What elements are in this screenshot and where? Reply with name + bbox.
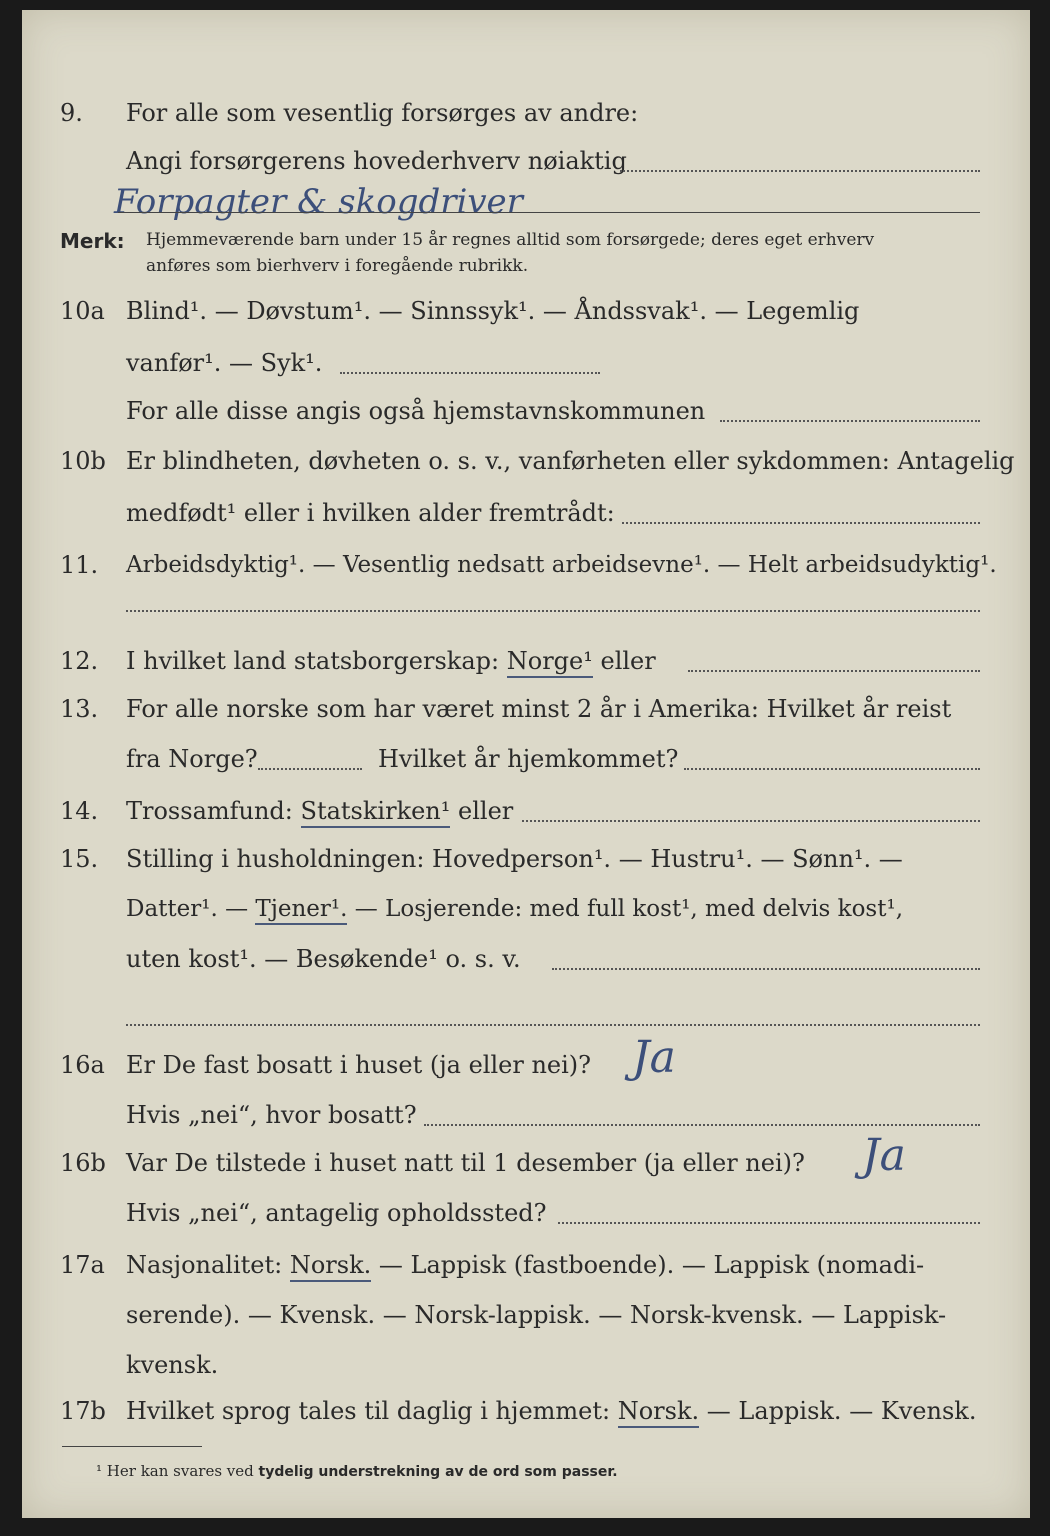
q13-dotted-line1: [258, 768, 362, 770]
q13-number: 13.: [60, 695, 99, 723]
q10a-dotted-line1: [340, 372, 600, 374]
q10a-number: 10a: [60, 297, 105, 325]
q15-line2c: — Losjerende: med full kost¹, med delvis kost¹,: [354, 896, 904, 922]
q17b-underlined-norsk: Norsk.: [618, 1397, 699, 1428]
q9-line1: For alle som vesentlig forsørges av andre:: [126, 99, 639, 127]
q17a-line1a: Nasjonalitet:: [126, 1251, 283, 1279]
q17a-line1: [126, 1250, 924, 1280]
q16a-number: 16a: [60, 1051, 105, 1079]
q12-underlined-answer: Norge¹: [507, 647, 593, 678]
q10a-dotted-line2: [720, 420, 980, 422]
q9-line2: Angi forsørgerens hovederhverv nøiaktig: [126, 147, 627, 175]
q14-line: [126, 796, 513, 826]
footnote-mark: ¹: [96, 1462, 103, 1480]
q16b-handwritten-answer: Ja: [862, 1130, 906, 1181]
q10b-line2: medfødt¹ eller i hvilken alder fremtrådt:: [126, 499, 615, 527]
q10b-dotted-line: [622, 522, 980, 524]
q10a-line2: vanfør¹. — Syk¹.: [126, 349, 323, 377]
q17a-line2: serende). — Kvensk. — Norsk-lappisk. — Norsk-kvensk. — Lappisk-: [126, 1301, 947, 1329]
q17b-number: 17b: [60, 1397, 106, 1425]
q16b-line1: Var De tilstede i huset natt til 1 desember (ja eller nei)?: [126, 1149, 805, 1177]
q16b-dotted-line: [558, 1222, 980, 1224]
q16a-line1: Er De fast bosatt i huset (ja eller nei)?: [126, 1051, 592, 1079]
q17b-line1a: Hvilket sprog tales til daglig i hjemmet:: [126, 1397, 611, 1425]
q14-underlined-answer: Statskirken¹: [301, 797, 451, 828]
q15-dotted-line1: [552, 968, 980, 970]
census-form-page: [22, 10, 1030, 1518]
q15-line1: Stilling i husholdningen: Hovedperson¹. — Hustru¹. — Sønn¹. —: [126, 845, 903, 873]
q15-line3: uten kost¹. — Besøkende¹ o. s. v.: [126, 945, 521, 973]
q11-dotted-line: [126, 610, 980, 612]
q9-answer-line: [118, 212, 980, 213]
q17b-line1: [126, 1396, 976, 1426]
q17a-line3: kvensk.: [126, 1351, 219, 1379]
q9-dotted-line: [620, 170, 980, 172]
footnote-text-b: tydelig understrekning av de ord som passer.: [258, 1464, 618, 1480]
q16b-line2: Hvis „nei“, antagelig opholdssted?: [126, 1199, 547, 1227]
q17a-underlined-norsk: Norsk.: [290, 1251, 371, 1282]
q17b-line1c: — Lappisk. — Kvensk.: [706, 1397, 977, 1425]
merk-line1: Hjemmeværende barn under 15 år regnes alltid som forsørgede; deres eget erhverv: [146, 230, 875, 250]
q9-number: 9.: [60, 99, 83, 127]
q12-line: [126, 646, 656, 676]
q17a-number: 17a: [60, 1251, 105, 1279]
q14-prefix: Trossamfund:: [126, 797, 293, 825]
q10a-line3: For alle disse angis også hjemstavnskommunen: [126, 397, 706, 425]
q13-line2a: fra Norge?: [126, 745, 258, 773]
q12-prefix: I hvilket land statsborgerskap:: [126, 647, 500, 675]
q12-suffix: eller: [600, 647, 656, 675]
q14-suffix: eller: [458, 797, 514, 825]
q16a-handwritten-answer: Ja: [632, 1032, 676, 1083]
q13-dotted-line2: [684, 768, 980, 770]
q10b-line1: Er blindheten, døvheten o. s. v., vanførheten eller sykdommen: Antagelig: [126, 447, 1015, 475]
q12-number: 12.: [60, 647, 99, 675]
merk-line2: anføres som bierhverv i foregående rubrikk.: [146, 256, 529, 276]
q14-number: 14.: [60, 797, 99, 825]
q10b-number: 10b: [60, 447, 106, 475]
q15-number: 15.: [60, 845, 99, 873]
footnote-divider: [62, 1446, 202, 1447]
footnote-text-a: Her kan svares ved: [106, 1462, 254, 1480]
q11-line1: Arbeidsdyktig¹. — Vesentlig nedsatt arbeidsevne¹. — Helt arbeidsudyktig¹.: [126, 552, 997, 578]
q13-line2b: Hvilket år hjemkommet?: [378, 745, 679, 773]
q15-line2a: Datter¹. —: [126, 896, 249, 922]
q15-underlined-tjener: Tjener¹.: [255, 896, 347, 925]
q15-line2: [126, 894, 903, 924]
q16b-number: 16b: [60, 1149, 106, 1177]
footnote: [96, 1462, 618, 1480]
q16a-line2: Hvis „nei“, hvor bosatt?: [126, 1101, 417, 1129]
merk-label: Merk:: [60, 229, 125, 253]
q10a-line1: Blind¹. — Døvstum¹. — Sinnssyk¹. — Åndssvak¹. — Legemlig: [126, 297, 860, 325]
q16a-dotted-line: [424, 1124, 980, 1126]
q14-dotted-line: [522, 820, 980, 822]
q11-number: 11.: [60, 551, 99, 579]
q12-dotted-line: [688, 670, 980, 672]
q9-handwritten-answer: Forpagter & skogdriver: [114, 182, 523, 222]
q17a-line1c: — Lappisk (fastboende). — Lappisk (nomadi-: [378, 1251, 925, 1279]
q15-dotted-line2: [126, 1024, 980, 1026]
q13-line1: For alle norske som har været minst 2 år i Amerika: Hvilket år reist: [126, 695, 952, 723]
